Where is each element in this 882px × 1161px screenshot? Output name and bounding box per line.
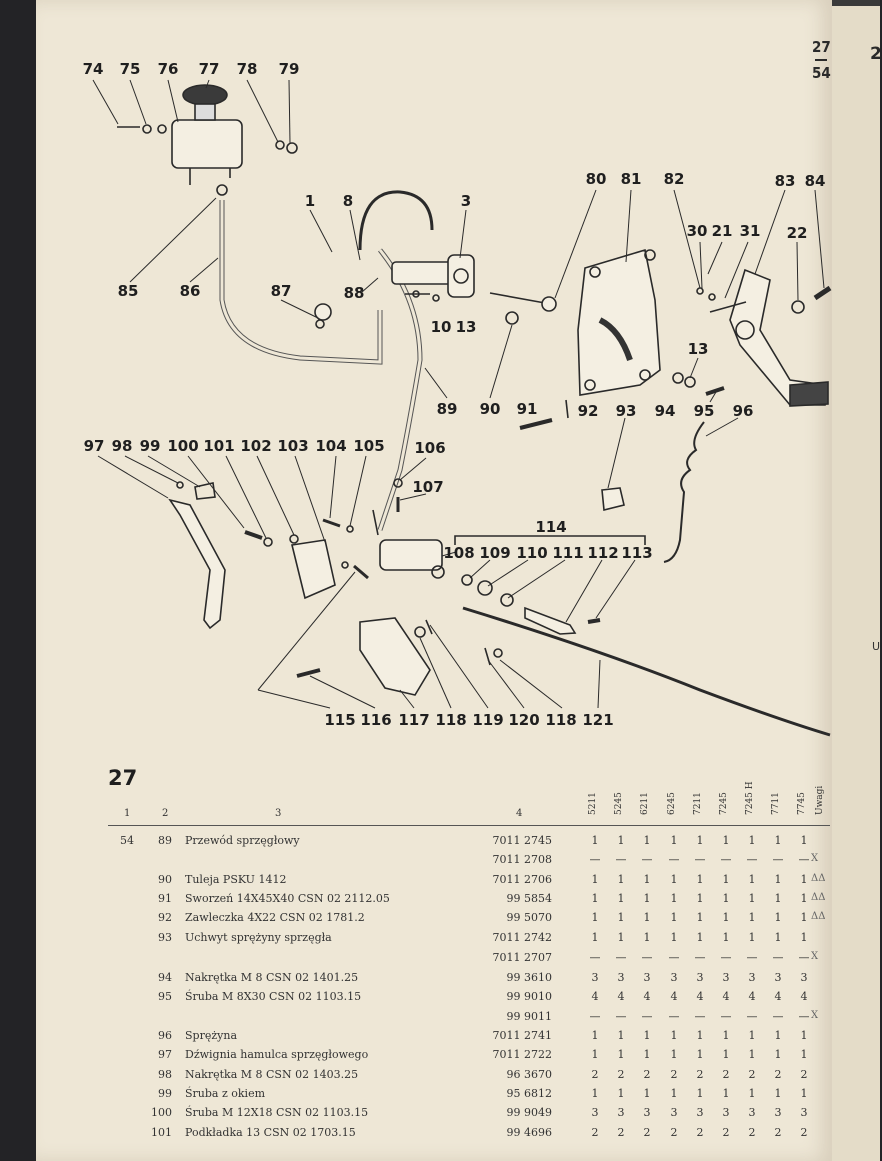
quantity-cell: 4 bbox=[774, 990, 782, 1003]
quantity-cell: 1 bbox=[591, 1048, 599, 1061]
quantity-cell: 2 bbox=[774, 1068, 782, 1081]
callout-1: 1 bbox=[304, 192, 316, 210]
remarks-cell: ΔΔ bbox=[811, 892, 826, 903]
quantity-cell: 2 bbox=[800, 1126, 808, 1139]
quantity-cell: — bbox=[641, 1010, 653, 1023]
quantity-cell: 1 bbox=[670, 892, 678, 905]
quantity-cell: 1 bbox=[800, 911, 808, 924]
callout-104: 104 bbox=[315, 437, 347, 455]
callout-118a: 118 bbox=[435, 711, 467, 729]
callout-115: 115 bbox=[324, 711, 356, 729]
callout-99: 99 bbox=[139, 437, 161, 455]
quantity-cell: 1 bbox=[617, 834, 625, 847]
quantity-cell: 1 bbox=[591, 892, 599, 905]
part-code: 96 3670 bbox=[506, 1068, 552, 1081]
quantity-cell: 2 bbox=[591, 1068, 599, 1081]
part-name: Śruba M 8X30 CSN 02 1103.15 bbox=[185, 990, 362, 1003]
quantity-cell: 1 bbox=[774, 873, 782, 886]
quantity-cell: 2 bbox=[748, 1126, 756, 1139]
position-number: 89 bbox=[158, 834, 172, 847]
callout-80: 80 bbox=[585, 170, 607, 188]
quantity-cell: — bbox=[720, 1010, 732, 1023]
quantity-cell: 1 bbox=[800, 892, 808, 905]
quantity-cell: — bbox=[615, 853, 627, 866]
quantity-cell: 1 bbox=[591, 1087, 599, 1100]
quantity-cell: 1 bbox=[643, 931, 651, 944]
callout-120: 120 bbox=[508, 711, 540, 729]
quantity-cell: 1 bbox=[670, 1048, 678, 1061]
quantity-cell: 2 bbox=[774, 1126, 782, 1139]
quantity-cell: 1 bbox=[722, 911, 730, 924]
part-name: Sworzeń 14X45X40 CSN 02 2112.05 bbox=[185, 892, 390, 905]
figure-number: 27 bbox=[108, 766, 138, 790]
quantity-cell: 1 bbox=[748, 1029, 756, 1042]
callout-10: 10 bbox=[430, 318, 452, 336]
quantity-cell: — bbox=[772, 951, 784, 964]
part-name: Śruba z okiem bbox=[185, 1087, 266, 1100]
model-header: 7711 bbox=[771, 792, 781, 815]
quantity-cell: 1 bbox=[696, 892, 704, 905]
callout-110: 110 bbox=[516, 544, 548, 562]
quantity-cell: 3 bbox=[748, 1106, 756, 1119]
quantity-cell: 2 bbox=[748, 1068, 756, 1081]
callout-78: 78 bbox=[236, 60, 258, 78]
table-row bbox=[0, 971, 880, 989]
position-number: 90 bbox=[158, 873, 172, 886]
remarks-cell: X bbox=[811, 951, 819, 962]
remarks-header: Uwagi bbox=[815, 785, 825, 815]
column-header-1: 1 bbox=[124, 808, 131, 819]
callout-22: 22 bbox=[786, 224, 808, 242]
quantity-cell: 1 bbox=[722, 1048, 730, 1061]
callout-97: 97 bbox=[83, 437, 105, 455]
mounting-bracket-shape bbox=[360, 618, 430, 695]
quantity-cell: 1 bbox=[748, 931, 756, 944]
quantity-cell: — bbox=[615, 1010, 627, 1023]
quantity-cell: — bbox=[615, 951, 627, 964]
callout-75: 75 bbox=[119, 60, 141, 78]
part-code: 99 4696 bbox=[506, 1126, 552, 1139]
quantity-cell: 1 bbox=[696, 931, 704, 944]
table-row bbox=[0, 1068, 880, 1086]
quantity-cell: 3 bbox=[722, 971, 730, 984]
quantity-cell: 4 bbox=[670, 990, 678, 1003]
remarks-cell: X bbox=[811, 853, 819, 864]
callout-90: 90 bbox=[479, 400, 501, 418]
quantity-cell: 1 bbox=[591, 1029, 599, 1042]
position-number: 93 bbox=[158, 931, 172, 944]
quantity-cell: 1 bbox=[722, 892, 730, 905]
quantity-cell: 3 bbox=[591, 971, 599, 984]
callout-21: 21 bbox=[711, 222, 733, 240]
quantity-cell: 1 bbox=[670, 834, 678, 847]
quantity-cell: 4 bbox=[696, 990, 704, 1003]
quantity-cell: — bbox=[720, 853, 732, 866]
quantity-cell: 1 bbox=[617, 873, 625, 886]
part-name: Śruba M 12X18 CSN 02 1103.15 bbox=[185, 1106, 369, 1119]
callout-113: 113 bbox=[621, 544, 653, 562]
callout-89: 89 bbox=[436, 400, 458, 418]
quantity-cell: 4 bbox=[617, 990, 625, 1003]
table-row bbox=[0, 1106, 880, 1124]
quantity-cell: 1 bbox=[748, 873, 756, 886]
quantity-cell: 2 bbox=[696, 1068, 704, 1081]
callout-86: 86 bbox=[179, 282, 201, 300]
table-row bbox=[0, 1010, 880, 1028]
model-header: 7745 bbox=[797, 792, 807, 815]
quantity-cell: — bbox=[798, 1010, 810, 1023]
callout-31: 31 bbox=[739, 222, 761, 240]
quantity-cell: 1 bbox=[800, 1048, 808, 1061]
quantity-cell: 2 bbox=[643, 1126, 651, 1139]
part-code: 7011 2722 bbox=[492, 1048, 552, 1061]
quantity-cell: 1 bbox=[591, 834, 599, 847]
callout-111: 111 bbox=[552, 544, 584, 562]
callout-98: 98 bbox=[111, 437, 133, 455]
quantity-cell: 1 bbox=[722, 873, 730, 886]
quantity-cell: — bbox=[798, 853, 810, 866]
callout-8: 8 bbox=[342, 192, 354, 210]
position-number: 97 bbox=[158, 1048, 172, 1061]
table-header-rule bbox=[108, 825, 830, 826]
callout-13b: 13 bbox=[687, 340, 709, 358]
quantity-cell: 3 bbox=[617, 1106, 625, 1119]
callout-88: 88 bbox=[343, 284, 365, 302]
quantity-cell: — bbox=[746, 951, 758, 964]
group-number: 54 bbox=[120, 834, 134, 847]
callout-84: 84 bbox=[804, 172, 826, 190]
slave-cylinder-shape bbox=[380, 540, 442, 570]
quantity-cell: 3 bbox=[774, 971, 782, 984]
callout-87: 87 bbox=[270, 282, 292, 300]
callout-93: 93 bbox=[615, 402, 637, 420]
quantity-cell: 1 bbox=[748, 892, 756, 905]
quantity-cell: 1 bbox=[617, 892, 625, 905]
table-row bbox=[0, 911, 880, 929]
model-header: 6211 bbox=[640, 792, 650, 815]
quantity-cell: 1 bbox=[800, 834, 808, 847]
page-number-top: 27 bbox=[812, 38, 831, 56]
quantity-cell: 1 bbox=[617, 1087, 625, 1100]
quantity-cell: 2 bbox=[617, 1126, 625, 1139]
quantity-cell: 1 bbox=[617, 1048, 625, 1061]
quantity-cell: — bbox=[694, 1010, 706, 1023]
quantity-cell: 4 bbox=[591, 990, 599, 1003]
quantity-cell: 3 bbox=[643, 971, 651, 984]
quantity-cell: 1 bbox=[774, 892, 782, 905]
quantity-cell: — bbox=[641, 853, 653, 866]
callout-102: 102 bbox=[240, 437, 272, 455]
part-name: Przewód sprzęgłowy bbox=[185, 834, 300, 847]
quantity-cell: — bbox=[694, 951, 706, 964]
quantity-cell: 3 bbox=[670, 1106, 678, 1119]
part-code: 7011 2745 bbox=[492, 834, 552, 847]
quantity-cell: 2 bbox=[591, 1126, 599, 1139]
callout-121: 121 bbox=[582, 711, 614, 729]
quantity-cell: 3 bbox=[591, 1106, 599, 1119]
part-code: 7011 2741 bbox=[492, 1029, 552, 1042]
callout-3: 3 bbox=[460, 192, 472, 210]
quantity-cell: 2 bbox=[722, 1126, 730, 1139]
callout-100: 100 bbox=[167, 437, 199, 455]
part-code: 99 9011 bbox=[506, 1010, 552, 1023]
quantity-cell: 2 bbox=[722, 1068, 730, 1081]
callout-114: 114 bbox=[535, 518, 567, 536]
table-row bbox=[0, 931, 880, 949]
callout-118b: 118 bbox=[545, 711, 577, 729]
quantity-cell: 1 bbox=[748, 911, 756, 924]
quantity-cell: 3 bbox=[774, 1106, 782, 1119]
quantity-cell: 1 bbox=[696, 1087, 704, 1100]
quantity-cell: 1 bbox=[670, 1029, 678, 1042]
part-code: 7011 2706 bbox=[492, 873, 552, 886]
remarks-cell: ΔΔ bbox=[811, 911, 826, 922]
quantity-cell: 1 bbox=[774, 931, 782, 944]
part-code: 99 5854 bbox=[506, 892, 552, 905]
quantity-cell: 3 bbox=[800, 1106, 808, 1119]
quantity-cell: 2 bbox=[670, 1126, 678, 1139]
quantity-cell: 1 bbox=[591, 873, 599, 886]
quantity-cell: 4 bbox=[748, 990, 756, 1003]
callout-13a: 13 bbox=[455, 318, 477, 336]
part-code: 7011 2707 bbox=[492, 951, 552, 964]
callout-95: 95 bbox=[693, 402, 715, 420]
callout-83: 83 bbox=[774, 172, 796, 190]
part-code: 99 9010 bbox=[506, 990, 552, 1003]
quantity-cell: 1 bbox=[643, 834, 651, 847]
callout-103: 103 bbox=[277, 437, 309, 455]
quantity-cell: — bbox=[589, 853, 601, 866]
quantity-cell: 1 bbox=[591, 911, 599, 924]
quantity-cell: — bbox=[668, 951, 680, 964]
position-number: 95 bbox=[158, 990, 172, 1003]
quantity-cell: 2 bbox=[643, 1068, 651, 1081]
part-code: 99 9049 bbox=[506, 1106, 552, 1119]
fluid-reservoir-shape bbox=[172, 120, 242, 168]
position-number: 99 bbox=[158, 1087, 172, 1100]
model-header: 7245 H bbox=[745, 781, 755, 815]
quantity-cell: 1 bbox=[670, 1087, 678, 1100]
quantity-cell: — bbox=[798, 951, 810, 964]
page-number-bottom: 54 bbox=[812, 64, 831, 82]
quantity-cell: 1 bbox=[696, 834, 704, 847]
callout-94: 94 bbox=[654, 402, 676, 420]
quantity-cell: — bbox=[746, 1010, 758, 1023]
callout-91: 91 bbox=[516, 400, 538, 418]
position-number: 96 bbox=[158, 1029, 172, 1042]
quantity-cell: 1 bbox=[722, 1087, 730, 1100]
quantity-cell: 1 bbox=[670, 873, 678, 886]
quantity-cell: 1 bbox=[722, 931, 730, 944]
model-header: 5245 bbox=[614, 792, 624, 815]
quantity-cell: 2 bbox=[800, 1068, 808, 1081]
quantity-cell: — bbox=[772, 853, 784, 866]
quantity-cell: 3 bbox=[800, 971, 808, 984]
quantity-cell: 1 bbox=[722, 834, 730, 847]
callout-96: 96 bbox=[732, 402, 754, 420]
quantity-cell: 1 bbox=[643, 892, 651, 905]
quantity-cell: 1 bbox=[670, 931, 678, 944]
quantity-cell: — bbox=[772, 1010, 784, 1023]
callout-74: 74 bbox=[82, 60, 104, 78]
callout-107: 107 bbox=[412, 478, 444, 496]
quantity-cell: 1 bbox=[696, 873, 704, 886]
part-code: 7011 2742 bbox=[492, 931, 552, 944]
quantity-cell: 1 bbox=[696, 1048, 704, 1061]
quantity-cell: 1 bbox=[774, 911, 782, 924]
quantity-cell: 1 bbox=[800, 873, 808, 886]
column-header-3: 3 bbox=[275, 808, 282, 819]
callout-106: 106 bbox=[414, 439, 446, 457]
quantity-cell: 3 bbox=[617, 971, 625, 984]
position-number: 101 bbox=[151, 1126, 172, 1139]
table-row bbox=[0, 990, 880, 1008]
quantity-cell: 1 bbox=[774, 1048, 782, 1061]
remarks-cell: X bbox=[811, 1010, 819, 1021]
part-name: Tuleja PSKU 1412 bbox=[185, 873, 287, 886]
table-row bbox=[0, 873, 880, 891]
quantity-cell: — bbox=[668, 853, 680, 866]
part-name: Zawleczka 4X22 CSN 02 1781.2 bbox=[185, 911, 365, 924]
quantity-cell: — bbox=[589, 951, 601, 964]
quantity-cell: 1 bbox=[748, 1087, 756, 1100]
model-header: 7245 bbox=[719, 792, 729, 815]
quantity-cell: — bbox=[589, 1010, 601, 1023]
table-row bbox=[0, 853, 880, 871]
part-name: Nakrętka M 8 CSN 02 1403.25 bbox=[185, 1068, 359, 1081]
part-name: Uchwyt sprężyny sprzęgła bbox=[185, 931, 332, 944]
callout-76: 76 bbox=[157, 60, 179, 78]
callout-109: 109 bbox=[479, 544, 511, 562]
position-number: 98 bbox=[158, 1068, 172, 1081]
callout-105: 105 bbox=[353, 437, 385, 455]
callout-117: 117 bbox=[398, 711, 430, 729]
quantity-cell: 1 bbox=[643, 911, 651, 924]
position-number: 91 bbox=[158, 892, 172, 905]
quantity-cell: 2 bbox=[696, 1126, 704, 1139]
callout-77: 77 bbox=[198, 60, 220, 78]
quantity-cell: 1 bbox=[774, 1029, 782, 1042]
adjacent-page-mark: U bbox=[872, 640, 881, 653]
quantity-cell: — bbox=[720, 951, 732, 964]
callout-116: 116 bbox=[360, 711, 392, 729]
table-row bbox=[0, 1048, 880, 1066]
callout-119: 119 bbox=[472, 711, 504, 729]
table-row bbox=[0, 1029, 880, 1047]
table-row bbox=[0, 834, 880, 852]
callout-85: 85 bbox=[117, 282, 139, 300]
quantity-cell: 3 bbox=[696, 971, 704, 984]
remarks-cell: ΔΔ bbox=[811, 873, 826, 884]
quantity-cell: 1 bbox=[800, 1029, 808, 1042]
model-header: 6245 bbox=[667, 792, 677, 815]
quantity-cell: — bbox=[668, 1010, 680, 1023]
quantity-cell: 1 bbox=[643, 1029, 651, 1042]
callout-92: 92 bbox=[577, 402, 599, 420]
quantity-cell: 4 bbox=[722, 990, 730, 1003]
quantity-cell: 1 bbox=[800, 1087, 808, 1100]
quantity-cell: 1 bbox=[591, 931, 599, 944]
adjacent-page-number: 2 bbox=[870, 44, 882, 64]
quantity-cell: — bbox=[641, 951, 653, 964]
callout-81: 81 bbox=[620, 170, 642, 188]
table-row bbox=[0, 1087, 880, 1105]
quantity-cell: 1 bbox=[748, 1048, 756, 1061]
table-row bbox=[0, 951, 880, 969]
model-header: 5211 bbox=[588, 792, 598, 815]
model-header: 7211 bbox=[693, 792, 703, 815]
quantity-cell: 3 bbox=[722, 1106, 730, 1119]
part-code: 99 5070 bbox=[506, 911, 552, 924]
part-name: Dźwignia hamulca sprzęgłowego bbox=[185, 1048, 369, 1061]
quantity-cell: 1 bbox=[643, 1087, 651, 1100]
quantity-cell: 1 bbox=[696, 911, 704, 924]
part-code: 7011 2708 bbox=[492, 853, 552, 866]
quantity-cell: 4 bbox=[643, 990, 651, 1003]
quantity-cell: 1 bbox=[617, 1029, 625, 1042]
callout-30: 30 bbox=[686, 222, 708, 240]
position-number: 100 bbox=[151, 1106, 172, 1119]
quantity-cell: 1 bbox=[617, 911, 625, 924]
quantity-cell: 3 bbox=[696, 1106, 704, 1119]
quantity-cell: 1 bbox=[748, 834, 756, 847]
brake-lever-shape bbox=[170, 500, 225, 628]
table-row bbox=[0, 892, 880, 910]
quantity-cell: 3 bbox=[748, 971, 756, 984]
part-name: Sprężyna bbox=[185, 1029, 237, 1042]
part-name: Podkładka 13 CSN 02 1703.15 bbox=[185, 1126, 356, 1139]
position-number: 94 bbox=[158, 971, 172, 984]
quantity-cell: 1 bbox=[696, 1029, 704, 1042]
callout-108: 108 bbox=[443, 544, 475, 562]
callout-101: 101 bbox=[203, 437, 235, 455]
quantity-cell: — bbox=[746, 853, 758, 866]
quantity-cell: 1 bbox=[774, 1087, 782, 1100]
quantity-cell: 1 bbox=[643, 873, 651, 886]
callout-79: 79 bbox=[278, 60, 300, 78]
quantity-cell: 1 bbox=[774, 834, 782, 847]
quantity-cell: 1 bbox=[800, 931, 808, 944]
quantity-cell: 2 bbox=[670, 1068, 678, 1081]
position-number: 92 bbox=[158, 911, 172, 924]
quantity-cell: 4 bbox=[800, 990, 808, 1003]
column-header-4: 4 bbox=[516, 808, 523, 819]
quantity-cell: 3 bbox=[643, 1106, 651, 1119]
part-code: 99 3610 bbox=[506, 971, 552, 984]
quantity-cell: 1 bbox=[643, 1048, 651, 1061]
table-row bbox=[0, 1126, 880, 1144]
part-code: 95 6812 bbox=[506, 1087, 552, 1100]
quantity-cell: 2 bbox=[617, 1068, 625, 1081]
quantity-cell: — bbox=[694, 853, 706, 866]
part-name: Nakrętka M 8 CSN 02 1401.25 bbox=[185, 971, 359, 984]
quantity-cell: 1 bbox=[670, 911, 678, 924]
quantity-cell: 1 bbox=[722, 1029, 730, 1042]
column-header-2: 2 bbox=[162, 808, 169, 819]
callout-82: 82 bbox=[663, 170, 685, 188]
quantity-cell: 3 bbox=[670, 971, 678, 984]
quantity-cell: 1 bbox=[617, 931, 625, 944]
callout-112: 112 bbox=[587, 544, 619, 562]
reservoir-cap-shape bbox=[183, 85, 227, 105]
